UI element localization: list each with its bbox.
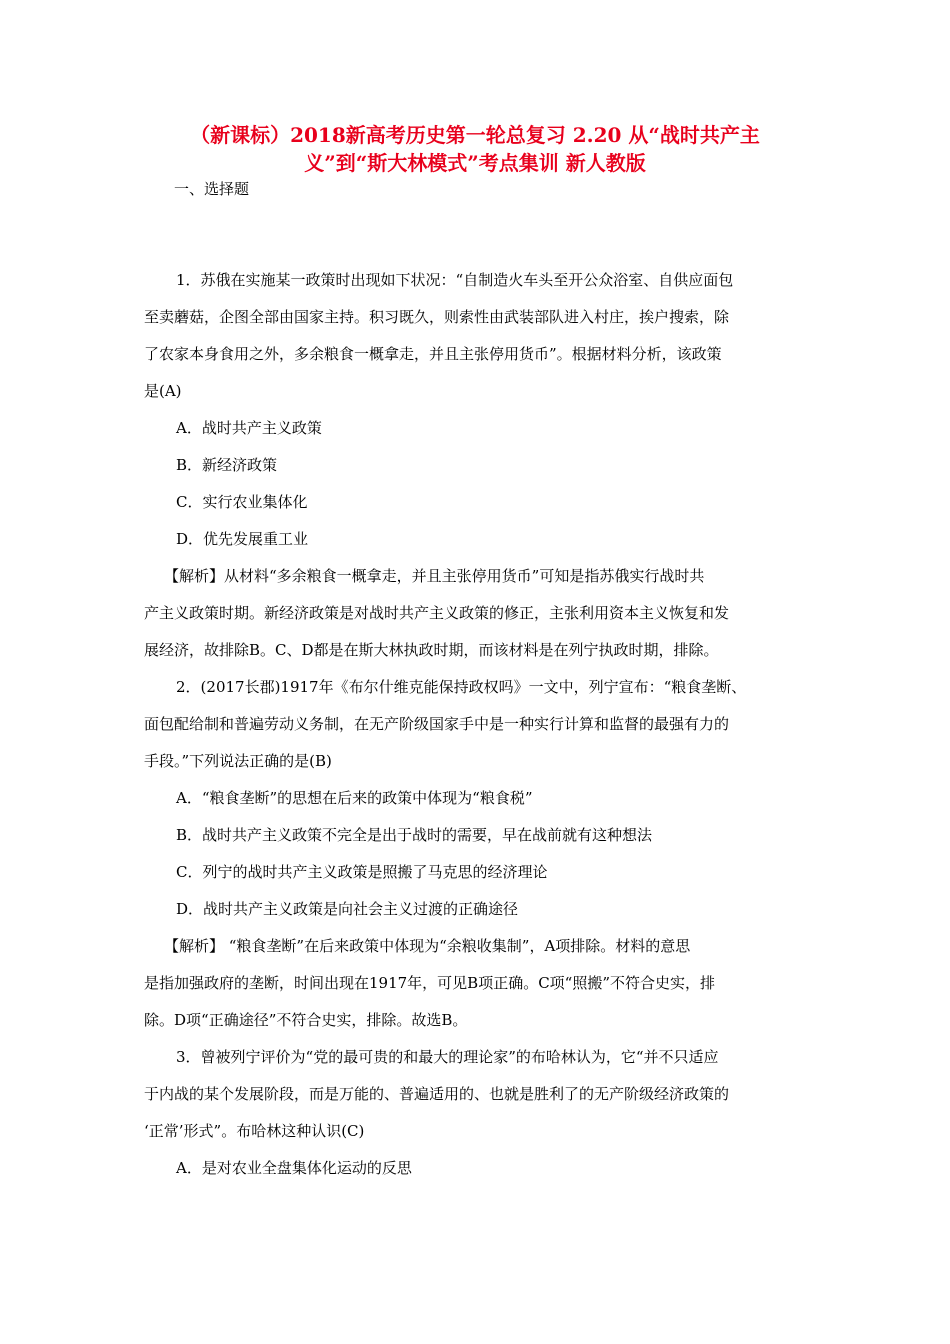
stem-line: 于内战的某个发展阶段，而是万能的、普遍适用的、也就是胜利了的无产阶级经济政策的	[144, 1085, 730, 1103]
stem-line: ‘正常’形式”。布哈林这种认识(C)	[144, 1122, 365, 1140]
analysis-line: 产主义政策时期。新经济政策是对战时共产主义政策的修正，主张利用资本主义恢复和发	[144, 604, 730, 622]
option-b: B．战时共产主义政策不完全是出于战时的需要，早在战前就有这种想法	[176, 826, 653, 844]
stem-line: 2．(2017长郡)1917年《布尔什维克能保持政权吗》一文中，列宁宣布：“粮食垄断、	[176, 678, 747, 696]
stem-line: 3．曾被列宁评价为“党的最可贵的和最大的理论家”的布哈林认为，它“并不只适应	[176, 1048, 719, 1066]
option-d: D．优先发展重工业	[176, 530, 309, 548]
option-a: A．是对农业全盘集体化运动的反思	[176, 1159, 412, 1177]
title-line-1: （新课标）2018新高考历史第一轮总复习 2.20 从“战时共产主	[190, 123, 760, 147]
stem-line: 面包配给制和普遍劳动义务制，在无产阶级国家手中是一种实行计算和监督的最强有力的	[144, 715, 730, 733]
question-stem	[144, 262, 824, 410]
analysis-line: 是指加强政府的垄断，时间出现在1917年，可见B项正确。C项“照搬”不符合史实，排	[144, 974, 716, 992]
question-list	[144, 262, 824, 1187]
analysis	[144, 928, 824, 1039]
stem-line: 至卖蘑菇，企图全部由国家主持。积习既久，则索性由武装部队进入村庄，挨户搜索，除	[144, 308, 730, 326]
question-2	[144, 669, 824, 1039]
question-stem	[144, 669, 824, 780]
analysis-line: 【解析】 “粮食垄断”在后来政策中体现为“余粮收集制”，A项排除。材料的意思	[164, 937, 691, 955]
stem-line: 是(A)	[144, 382, 182, 400]
option-d: D．战时共产主义政策是向社会主义过渡的正确途径	[176, 900, 519, 918]
question-1	[144, 262, 824, 669]
title-line-2: 义”到“斯大林模式”考点集训 新人教版	[304, 151, 646, 175]
stem-line: 了农家本身食用之外，多余粮食一概拿走，并且主张停用货币”。根据材料分析，该政策	[144, 345, 722, 363]
option-a: A．战时共产主义政策	[176, 419, 322, 437]
option-b: B．新经济政策	[176, 456, 278, 474]
stem-line: 1．苏俄在实施某一政策时出现如下状况：“自制造火车头至开公众浴室、自供应面包	[176, 271, 734, 289]
analysis-line: 展经济，故排除B。C、D都是在斯大林执政时期，而该材料是在列宁执政时期，排除。	[144, 641, 719, 659]
question-3	[144, 1039, 824, 1187]
analysis	[144, 558, 824, 669]
section-heading: 一、选择题	[174, 180, 250, 198]
option-a: A．“粮食垄断”的思想在后来的政策中体现为“粮食税”	[176, 789, 533, 807]
option-c: C．列宁的战时共产主义政策是照搬了马克思的经济理论	[176, 863, 548, 881]
document-title	[130, 121, 820, 177]
question-stem	[144, 1039, 824, 1150]
option-c: C．实行农业集体化	[176, 493, 308, 511]
analysis-line: 除。D项“正确途径”不符合史实，排除。故选B。	[144, 1011, 468, 1029]
analysis-line: 【解析】从材料“多余粮食一概拿走，并且主张停用货币”可知是指苏俄实行战时共	[164, 567, 705, 585]
stem-line: 手段。”下列说法正确的是(B)	[144, 752, 332, 770]
